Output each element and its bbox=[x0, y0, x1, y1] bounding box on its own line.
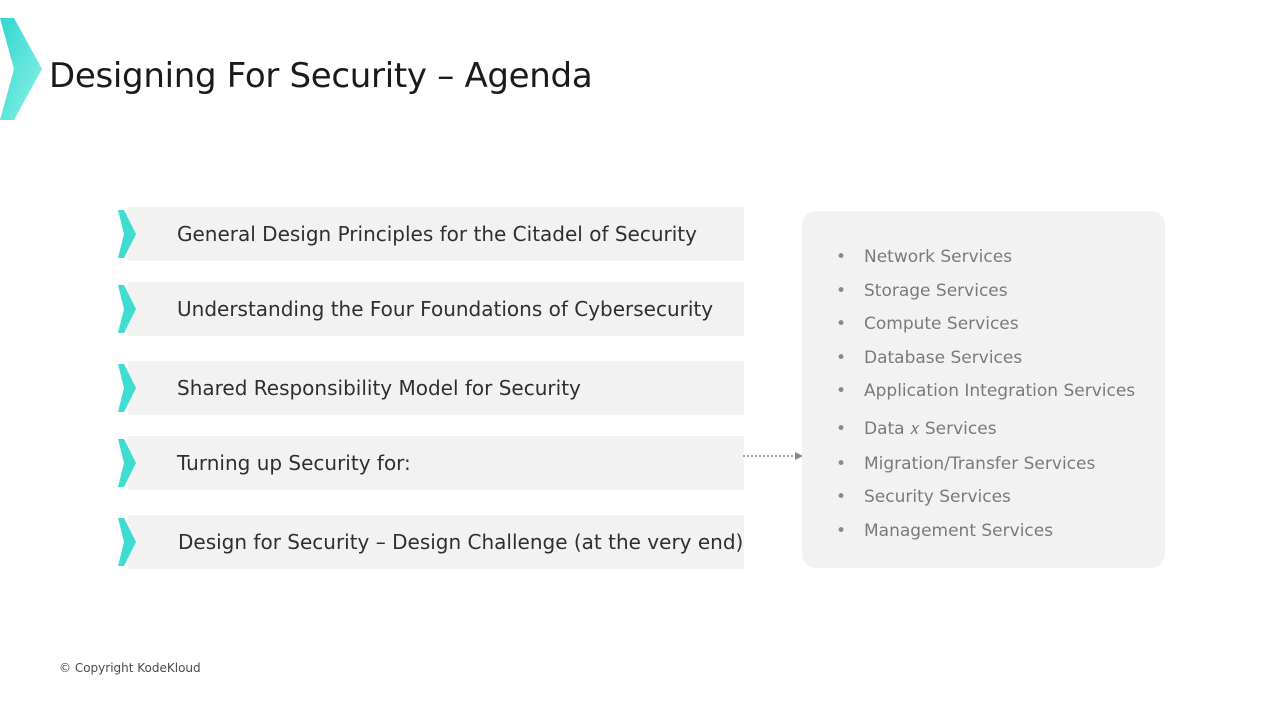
service-label: Management Services bbox=[864, 521, 1054, 541]
service-item-application-integration bbox=[836, 379, 1135, 403]
connector-arrow-icon bbox=[743, 449, 805, 463]
agenda-item-turning-up-security bbox=[118, 436, 744, 490]
service-label: Data 𝑥 Services bbox=[864, 419, 997, 439]
service-item-security bbox=[836, 485, 1011, 509]
bullet: • bbox=[836, 521, 847, 541]
agenda-item-design-challenge bbox=[118, 515, 744, 569]
service-label: Application Integration Services bbox=[864, 381, 1136, 401]
agenda-item-label: Turning up Security for: bbox=[177, 451, 411, 475]
service-item-compute bbox=[836, 312, 1019, 336]
bullet: • bbox=[836, 281, 847, 301]
agenda-chevron-icon bbox=[118, 210, 138, 258]
bullet: • bbox=[836, 487, 847, 507]
service-label: Security Services bbox=[864, 487, 1011, 507]
service-item-migration-transfer bbox=[836, 452, 1095, 476]
agenda-chevron-icon bbox=[118, 285, 138, 333]
service-label: Database Services bbox=[864, 348, 1023, 368]
agenda-item-design-principles bbox=[118, 207, 744, 261]
agenda-chevron-icon bbox=[118, 439, 138, 487]
agenda-item-label: General Design Principles for the Citadel of Security bbox=[177, 222, 697, 246]
bullet: • bbox=[836, 419, 847, 439]
agenda-item-label: Design for Security – Design Challenge (at the very end) bbox=[178, 530, 744, 554]
service-item-storage bbox=[836, 279, 1008, 303]
service-label: Compute Services bbox=[864, 314, 1019, 334]
bullet: • bbox=[836, 348, 847, 368]
service-item-management bbox=[836, 519, 1053, 543]
service-label: Migration/Transfer Services bbox=[864, 454, 1096, 474]
service-item-database bbox=[836, 346, 1022, 370]
page-title: Designing For Security – Agenda bbox=[49, 56, 593, 96]
bullet: • bbox=[836, 381, 847, 401]
agenda-item-label: Understanding the Four Foundations of Cybersecurity bbox=[177, 297, 714, 321]
bullet: • bbox=[836, 247, 847, 267]
services-panel bbox=[802, 211, 1165, 568]
agenda-item-label: Shared Responsibility Model for Security bbox=[177, 376, 581, 400]
bullet: • bbox=[836, 314, 847, 334]
service-item-data bbox=[836, 417, 997, 441]
service-item-network bbox=[836, 245, 1012, 269]
agenda-chevron-icon bbox=[118, 364, 138, 412]
copyright-text: © Copyright KodeKloud bbox=[59, 661, 201, 675]
service-label: Network Services bbox=[864, 247, 1013, 267]
bullet: • bbox=[836, 454, 847, 474]
corner-chevron-icon bbox=[0, 18, 44, 120]
service-label: Storage Services bbox=[864, 281, 1008, 301]
agenda-chevron-icon bbox=[118, 518, 138, 566]
agenda-item-four-foundations bbox=[118, 282, 744, 336]
agenda-item-shared-responsibility bbox=[118, 361, 744, 415]
